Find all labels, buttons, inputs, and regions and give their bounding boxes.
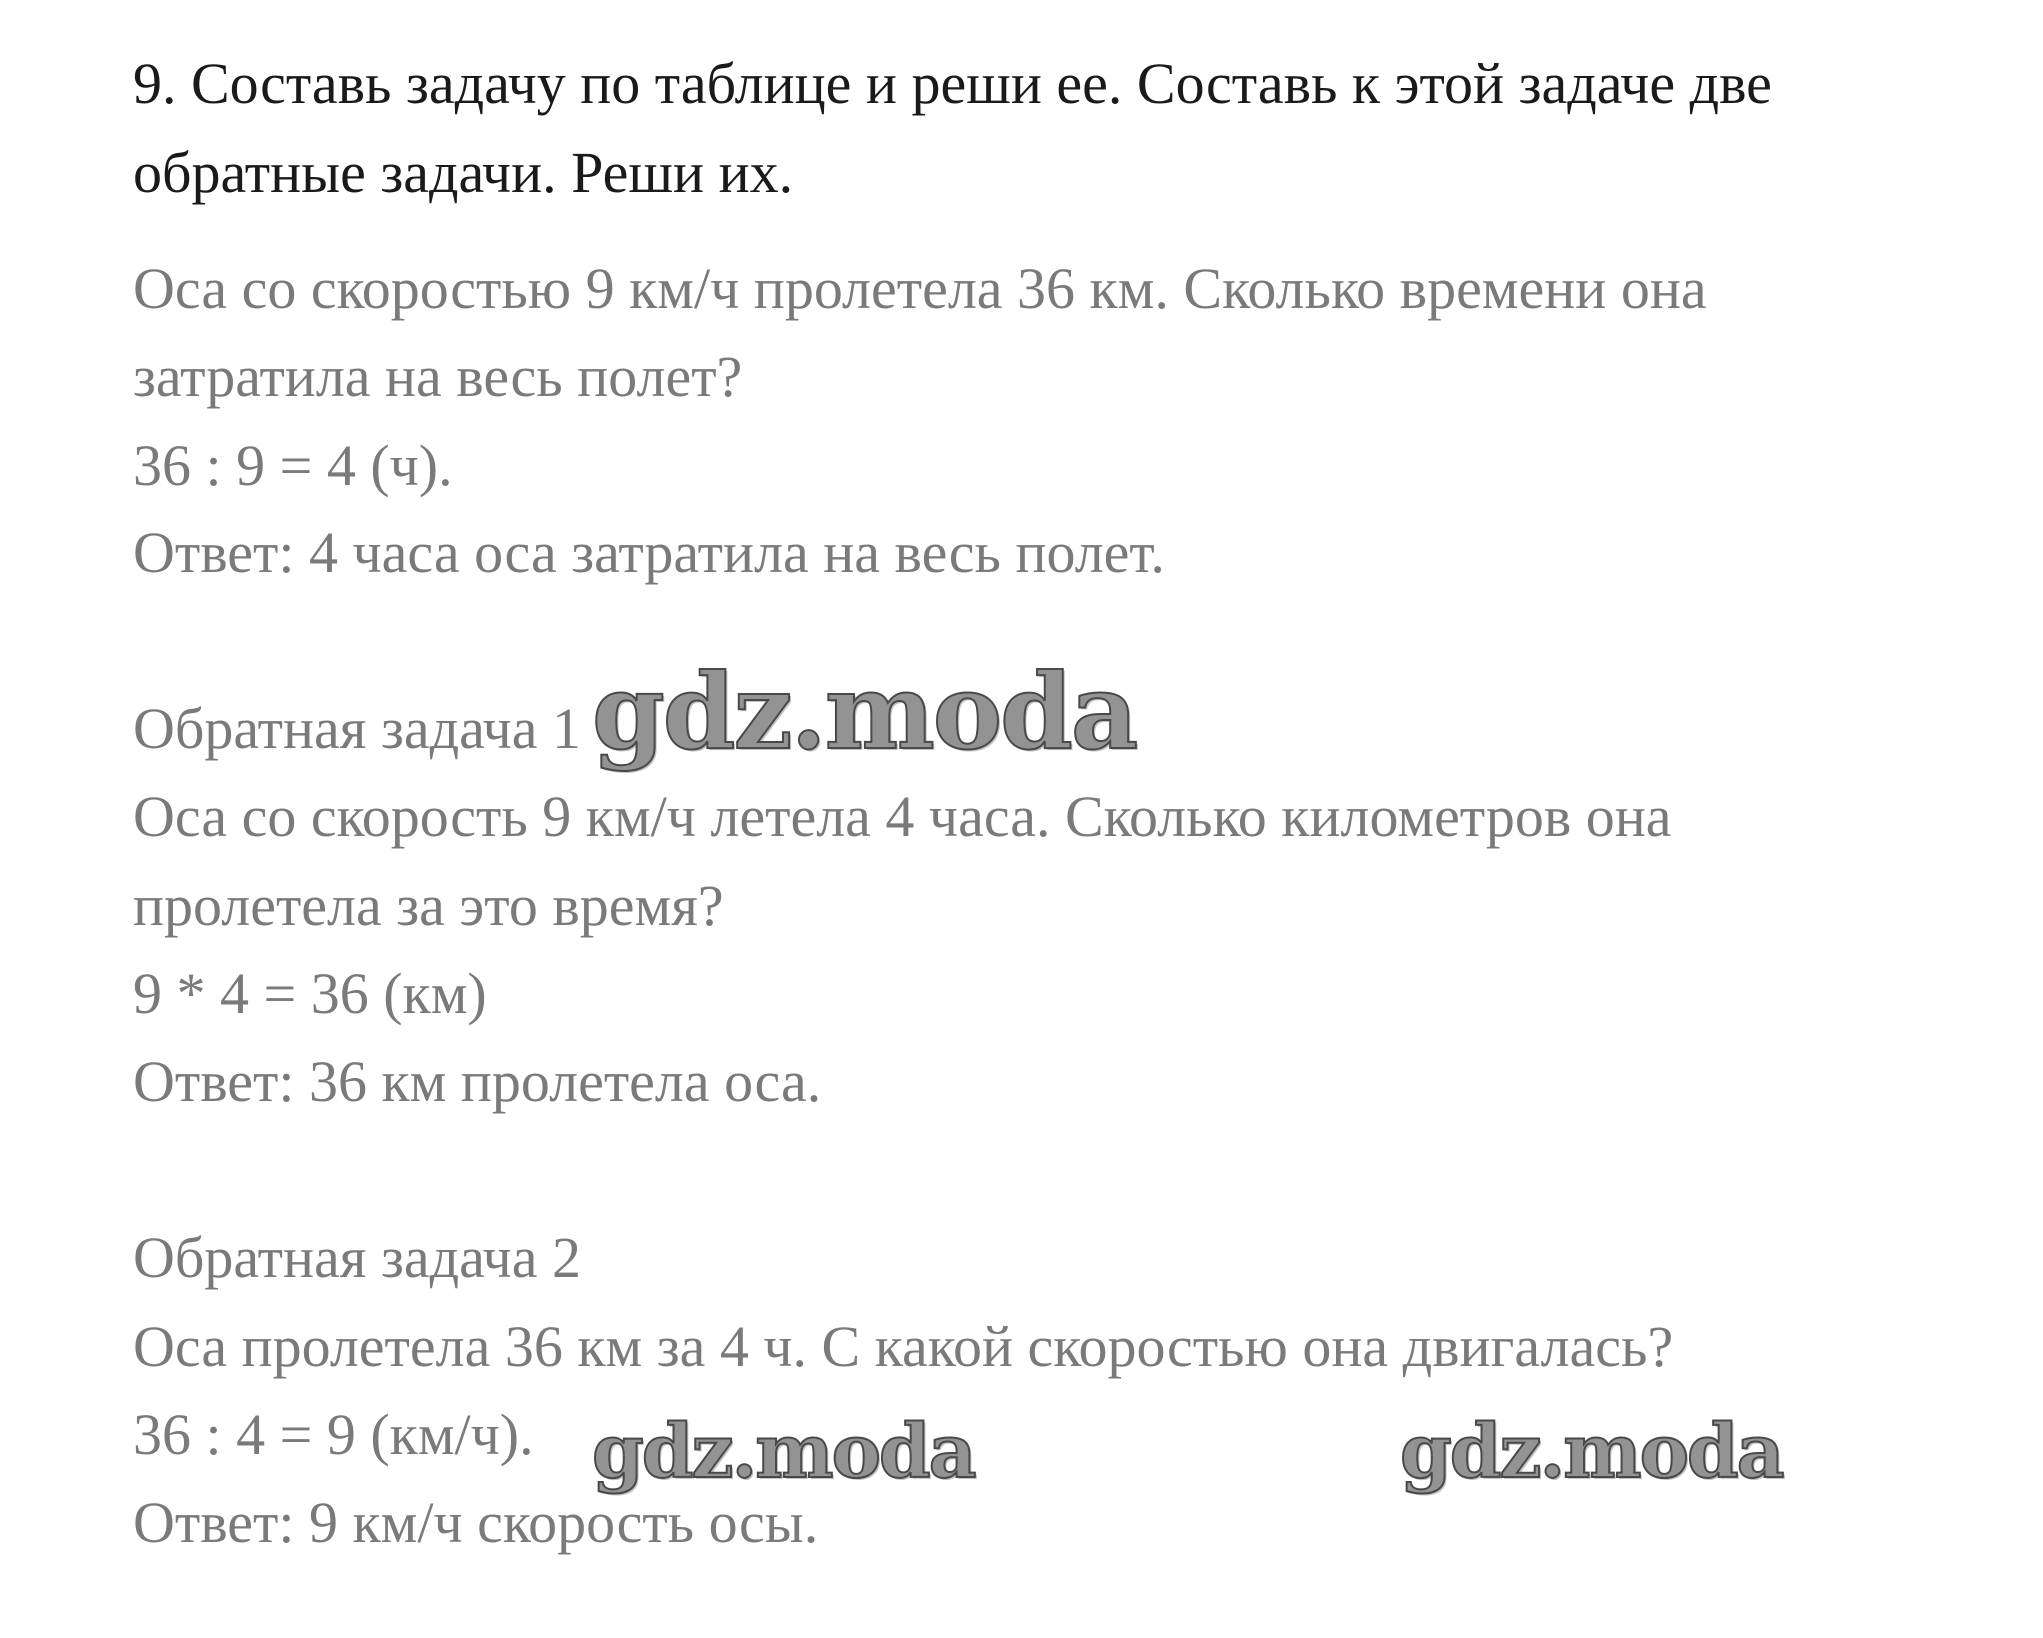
watermark-logo: gdz.moda [592,1409,975,1495]
watermark-logo: gdz.moda [1400,1409,1783,1495]
main-task-answer: Ответ: 4 часа оса затратила на весь полет. [133,520,1165,585]
inverse-task-2-text: Оса пролетела 36 км за 4 ч. С какой скоростью она двигалась? [133,1314,1674,1379]
inverse-task-2-answer: Ответ: 9 км/ч скорость осы. [133,1490,819,1555]
main-task-text-line-2: затратила на весь полет? [133,344,743,409]
main-task-text-line-1: Оса со скоростью 9 км/ч пролетела 36 км. Сколько времени она [133,256,1707,321]
inverse-task-1-solution: 9 * 4 = 36 (км) [133,961,487,1026]
problem-statement-line-1: 9. Составь задачу по таблице и реши ее. Составь к этой задаче две [133,51,1772,116]
inverse-task-1-title: Обратная задача 1 [133,696,581,761]
problem-statement-line-2: обратные задачи. Реши их. [133,140,794,205]
inverse-task-1-answer: Ответ: 36 км пролетела оса. [133,1049,822,1114]
inverse-task-1-text-line-1: Оса со скорость 9 км/ч летела 4 часа. Сколько километров она [133,784,1672,849]
watermark-logo: gdz.moda [592,650,1137,773]
inverse-task-1-text-line-2: пролетела за это время? [133,873,724,938]
main-task-solution: 36 : 9 = 4 (ч). [133,433,453,498]
inverse-task-2-solution: 36 : 4 = 9 (км/ч). [133,1402,534,1467]
inverse-task-2-title: Обратная задача 2 [133,1225,581,1290]
